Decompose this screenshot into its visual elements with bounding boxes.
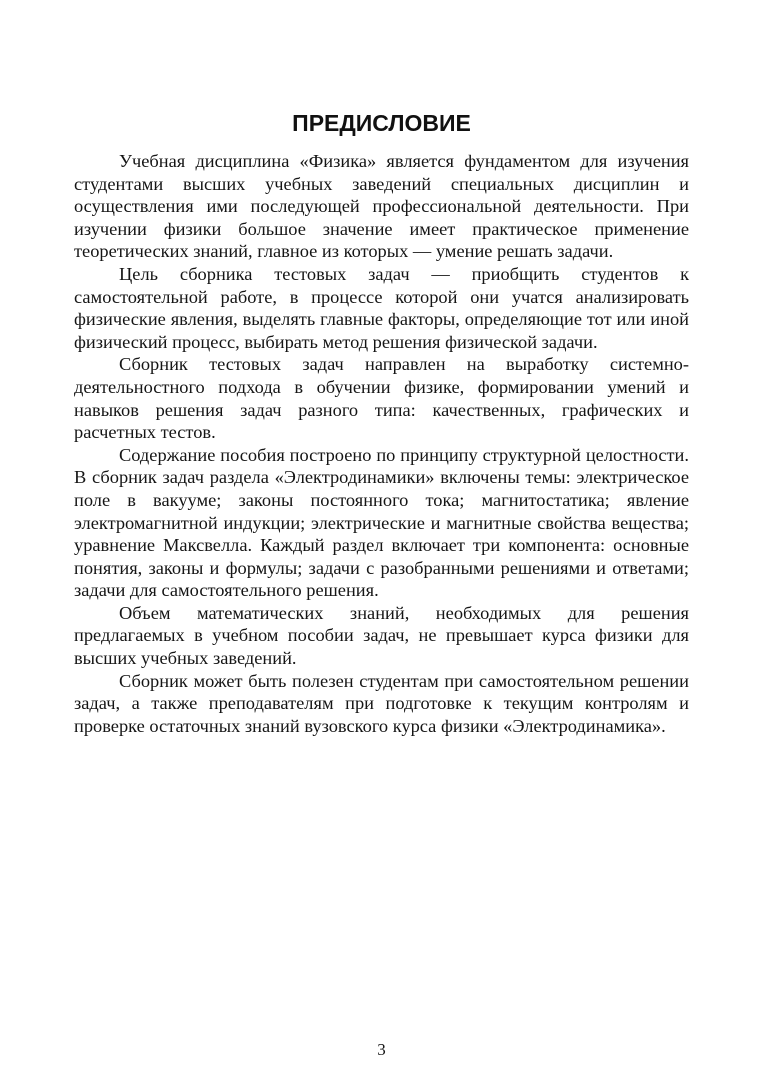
paragraph-3: Сборник тестовых задач направлен на выработку системно-деятельностного подхода в обучении физике, формировании умений и навыков решения задач разного типа: качественных, графических и расчетных тестов. <box>74 354 689 443</box>
paragraph-4: Содержание пособия построено по принципу структурной целостности. В сборник задач раздела «Электродинамики» включены темы: электрическое поле в вакууме; законы постоянного тока; магнитостатика; явление электромагнитной индукции; электрические и магнитные свойства вещества; уравнение Максвелла. Каждый раздел включает три компонента: основные понятия, законы и формулы; задачи с разобранными решениями и ответами; задачи для самостоятельного решения. <box>74 444 689 601</box>
page-title: ПРЕДИСЛОВИЕ <box>292 110 471 136</box>
paragraph-1: Учебная дисциплина «Физика» является фундаментом для изучения студентами высших учебных заведений специальных дисциплин и осуществления ими последующей профессиональной деятельности. При изучении физики большое значение имеет практическое применение теоретических знаний, главное из которых — умение решать задачи. <box>74 151 689 262</box>
paragraph-5: Объем математических знаний, необходимых для решения предлагаемых в учебном пособии задач, не превышает курса физики для высших учебных заведений. <box>74 602 689 669</box>
paragraph-6: Сборник может быть полезен студентам при самостоятельном решении задач, а также преподавателям при подготовке к текущим контролям и проверке остаточных знаний вузовского курса физики «Электродинамика». <box>74 670 689 736</box>
page-number: 3 <box>377 1040 386 1059</box>
paragraph-2: Цель сборника тестовых задач — приобщить студентов к самостоятельной работе, в процессе которой они учатся анализировать физические явления, выделять главные факторы, определяющие тот или иной физический процесс, выбирать метод решения физической задачи. <box>74 263 689 352</box>
preface-body <box>74 150 689 737</box>
